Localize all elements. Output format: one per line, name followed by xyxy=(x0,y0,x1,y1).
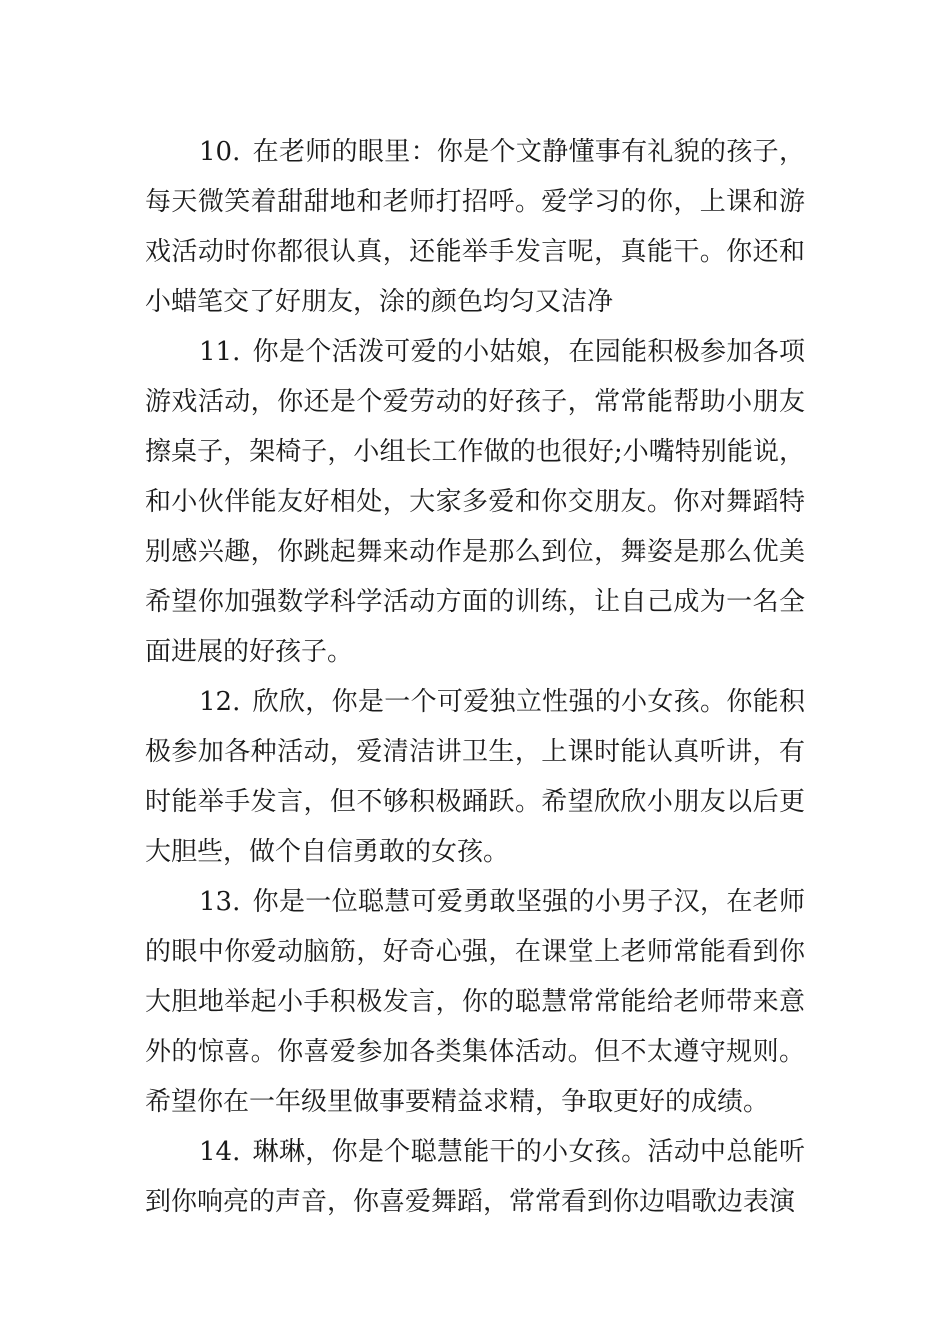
paragraph-number: 14. xyxy=(199,1137,241,1167)
paragraph-13 xyxy=(145,877,805,1127)
paragraph-text: 你是个活泼可爱的小姑娘，在园能积极参加各项游戏活动，你还是个爱劳动的好孩子，常常能帮助小朋友擦桌子，架椅子，小组长工作做的也很好;小嘴特别能说，和小伙伴能友好相处，大家多爱和你交朋友。你对舞蹈特别感兴趣，你跳起舞来动作是那么到位，舞姿是那么优美希望你加强数学科学活动方面的训练，让自己成为一名全面进展的好孩子。 xyxy=(145,337,805,667)
paragraph-14 xyxy=(145,1127,805,1227)
paragraph-11 xyxy=(145,327,805,677)
paragraph-number: 13. xyxy=(199,887,241,917)
paragraph-text: 琳琳，你是个聪慧能干的小女孩。活动中总能听到你响亮的声音，你喜爱舞蹈，常常看到你边唱歌边表演 xyxy=(145,1137,805,1217)
paragraph-number: 10. xyxy=(199,137,241,167)
paragraph-number: 12. xyxy=(199,687,241,717)
paragraph-text: 在老师的眼里：你是个文静懂事有礼貌的孩子，每天微笑着甜甜地和老师打招呼。爱学习的你，上课和游戏活动时你都很认真，还能举手发言呢，真能干。你还和小蜡笔交了好朋友，涂的颜色均匀又洁净 xyxy=(145,137,805,317)
paragraph-10 xyxy=(145,127,805,327)
paragraph-text: 你是一位聪慧可爱勇敢坚强的小男子汉，在老师的眼中你爱动脑筋，好奇心强，在课堂上老师常能看到你大胆地举起小手积极发言，你的聪慧常常能给老师带来意外的惊喜。你喜爱参加各类集体活动。但不太遵守规则。希望你在一年级里做事要精益求精，争取更好的成绩。 xyxy=(145,887,805,1117)
paragraph-12 xyxy=(145,677,805,877)
paragraph-number: 11. xyxy=(199,337,241,367)
paragraph-text: 欣欣，你是一个可爱独立性强的小女孩。你能积极参加各种活动，爱清洁讲卫生，上课时能认真听讲，有时能举手发言，但不够积极踊跃。希望欣欣小朋友以后更大胆些，做个自信勇敢的女孩。 xyxy=(145,687,805,867)
document-body xyxy=(145,127,805,1227)
